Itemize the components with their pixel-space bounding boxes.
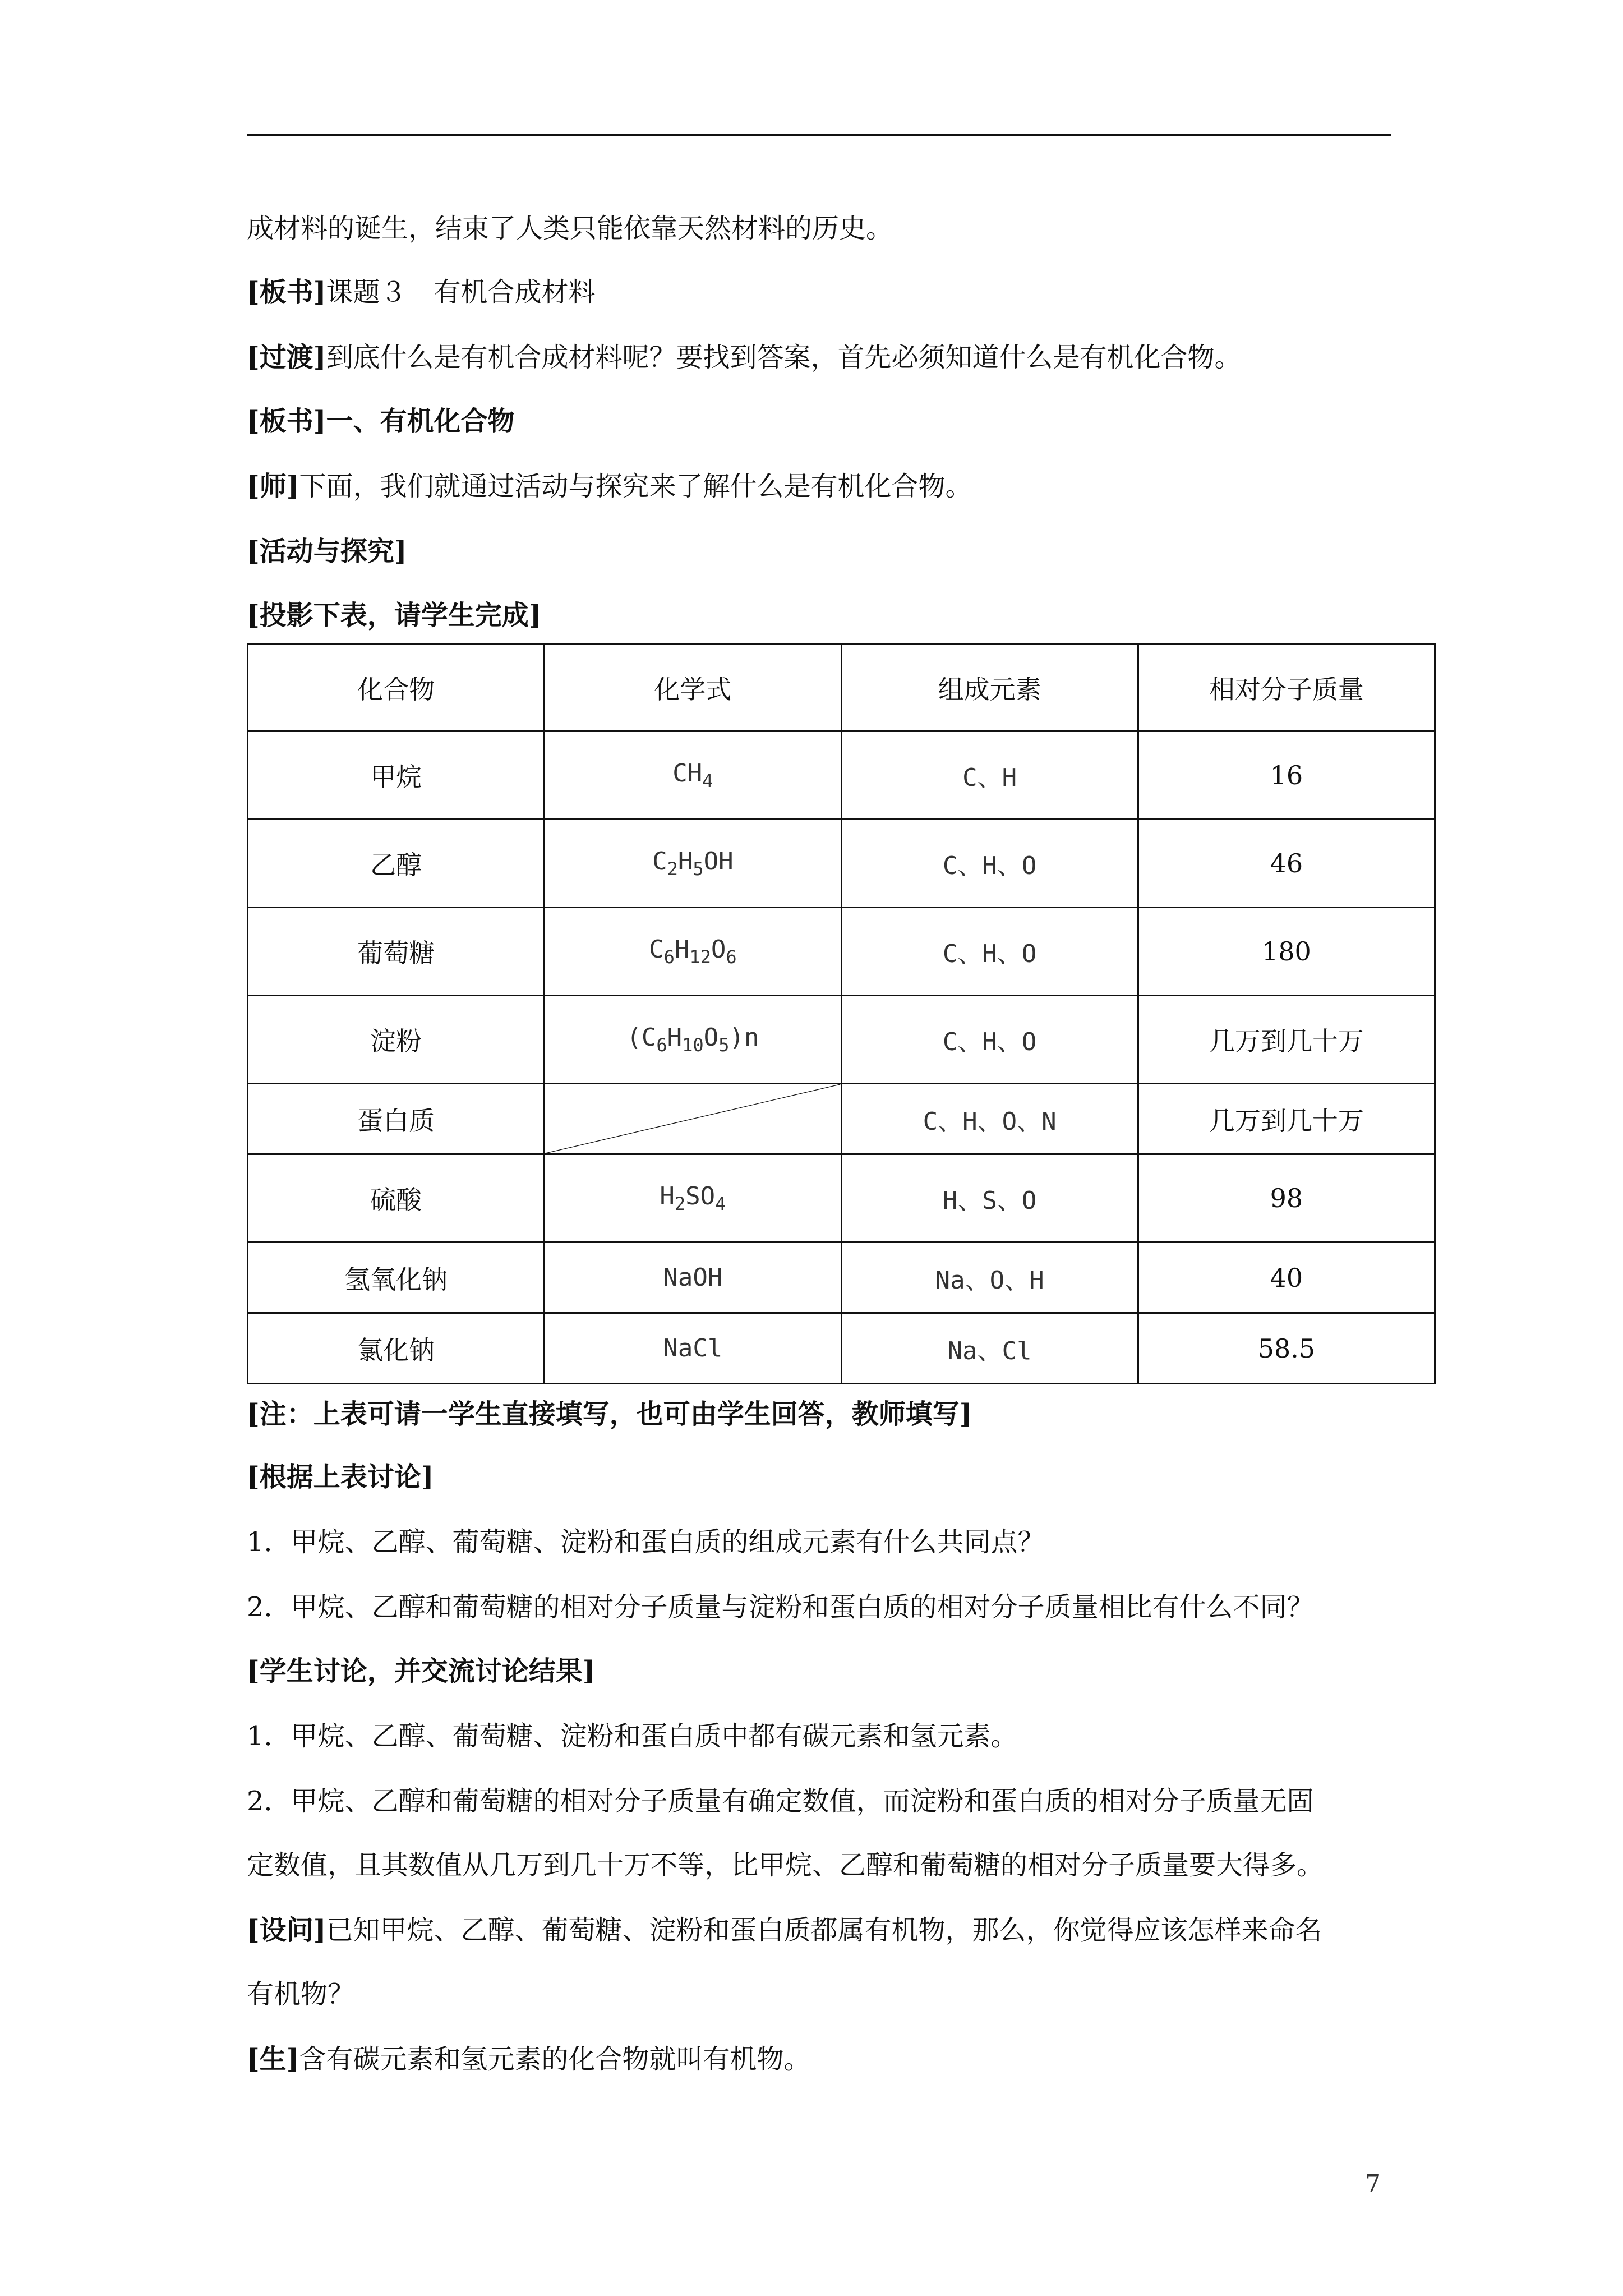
cell-formula: $(C_6H_{10}O_5)n$	[545, 996, 841, 1084]
transition-line	[247, 339, 1241, 376]
table-row	[248, 1084, 1435, 1154]
cell-elements: Na、O、H	[841, 1243, 1138, 1313]
cell-formula: $C_2H_5OH$	[545, 820, 841, 908]
cell-compound: 乙醇	[248, 820, 545, 908]
table-row	[248, 731, 1435, 820]
table-row	[248, 1313, 1435, 1384]
teacher-text: 下面，我们就通过活动与探究来了解什么是有机化合物。	[299, 471, 972, 502]
projection-heading: [投影下表，请学生完成]	[247, 600, 542, 631]
question-2: 2．甲烷、乙醇和葡萄糖的相对分子质量与淀粉和蛋白质的相对分子质量相比有什么不同？	[247, 1591, 1314, 1623]
cell-mass: 180	[1138, 908, 1435, 996]
cell-formula-empty	[545, 1084, 841, 1154]
cell-mass: 16	[1138, 731, 1435, 820]
tag-teacher: [师]	[247, 471, 299, 502]
cell-mass: 几万到几十万	[1138, 996, 1435, 1084]
cell-mass: 几万到几十万	[1138, 1084, 1435, 1154]
transition-text: 到底什么是有机合成材料呢？要找到答案，首先必须知道什么是有机化合物。	[326, 342, 1242, 373]
table-row	[248, 996, 1435, 1084]
cell-formula: $C_6H_{12}O_6$	[545, 908, 841, 996]
cell-compound: 淀粉	[248, 996, 545, 1084]
cell-mass: 40	[1138, 1243, 1435, 1313]
ask-text: 已知甲烷、乙醇、葡萄糖、淀粉和蛋白质都属有机物，那么，你觉得应该怎样来命名	[326, 1915, 1322, 1946]
result-heading: [学生讨论，并交流讨论结果]	[247, 1655, 596, 1687]
cell-formula: NaOH	[545, 1243, 841, 1313]
cell-elements: Na、Cl	[841, 1313, 1138, 1384]
student-line	[247, 2041, 810, 2078]
cell-mass: 46	[1138, 820, 1435, 908]
cell-mass: 98	[1138, 1154, 1435, 1243]
tag-ask: [设问]	[247, 1915, 326, 1946]
cell-compound: 氯化钠	[248, 1313, 545, 1384]
intro-line: 成材料的诞生，结束了人类只能依靠天然材料的历史。	[247, 213, 893, 244]
answer-2-line-1: 2．甲烷、乙醇和葡萄糖的相对分子质量有确定数值，而淀粉和蛋白质的相对分子质量无固	[247, 1786, 1314, 1817]
table-row	[248, 1154, 1435, 1243]
question-prompt-line	[247, 1912, 1322, 1949]
answer-1: 1．甲烷、乙醇、葡萄糖、淀粉和蛋白质中都有碳元素和氢元素。	[247, 1720, 1018, 1752]
table-row	[248, 820, 1435, 908]
tag-blackboard-2: [板书]	[247, 406, 326, 437]
section-heading: 一、有机化合物	[326, 406, 515, 437]
tag-student: [生]	[247, 2044, 299, 2075]
compound-table	[247, 643, 1436, 1384]
ask-text-cont: 有机物？	[247, 1978, 355, 2010]
header-compound: 化合物	[248, 644, 545, 731]
header-formula: 化学式	[545, 644, 841, 731]
header-elements: 组成元素	[841, 644, 1138, 731]
diagonal-line	[545, 1084, 840, 1153]
blackboard-title-line	[247, 274, 595, 311]
cell-compound: 蛋白质	[248, 1084, 545, 1154]
cell-compound: 甲烷	[248, 731, 545, 820]
cell-elements: C、H、O	[841, 908, 1138, 996]
page-number: 7	[1365, 2170, 1381, 2198]
activity-heading: [活动与探究]	[247, 536, 407, 567]
tag-transition: [过渡]	[247, 342, 326, 373]
table-row	[248, 1243, 1435, 1313]
cell-formula: $H_2SO_4$	[545, 1154, 841, 1243]
cell-elements: C、H、O、N	[841, 1084, 1138, 1154]
table-header-row	[248, 644, 1435, 731]
question-1: 1．甲烷、乙醇、葡萄糖、淀粉和蛋白质的组成元素有什么共同点？	[247, 1526, 1045, 1558]
cell-formula: NaCl	[545, 1313, 841, 1384]
answer-2-line-2: 定数值，且其数值从几万到几十万不等，比甲烷、乙醇和葡萄糖的相对分子质量要大得多。	[247, 1849, 1324, 1881]
header-rule	[247, 134, 1391, 136]
teacher-line	[247, 468, 972, 505]
tag-blackboard: [板书]	[247, 277, 326, 308]
cell-mass: 58.5	[1138, 1313, 1435, 1384]
cell-compound: 硫酸	[248, 1154, 545, 1243]
student-text: 含有碳元素和氢元素的化合物就叫有机物。	[299, 2044, 811, 2075]
lesson-title: 课题３ 有机合成材料	[326, 277, 596, 308]
header-mass: 相对分子质量	[1138, 644, 1435, 731]
table-row	[248, 908, 1435, 996]
cell-elements: C、H	[841, 731, 1138, 820]
section-heading-line	[247, 403, 514, 440]
cell-elements: C、H、O	[841, 820, 1138, 908]
cell-elements: H、S、O	[841, 1154, 1138, 1243]
cell-formula: $CH_4$	[545, 731, 841, 820]
discussion-heading: [根据上表讨论]	[247, 1461, 434, 1493]
cell-compound: 氢氧化钠	[248, 1243, 545, 1313]
table-note: [注：上表可请一学生直接填写，也可由学生回答，教师填写]	[247, 1398, 972, 1430]
cell-compound: 葡萄糖	[248, 908, 545, 996]
cell-elements: C、H、O	[841, 996, 1138, 1084]
